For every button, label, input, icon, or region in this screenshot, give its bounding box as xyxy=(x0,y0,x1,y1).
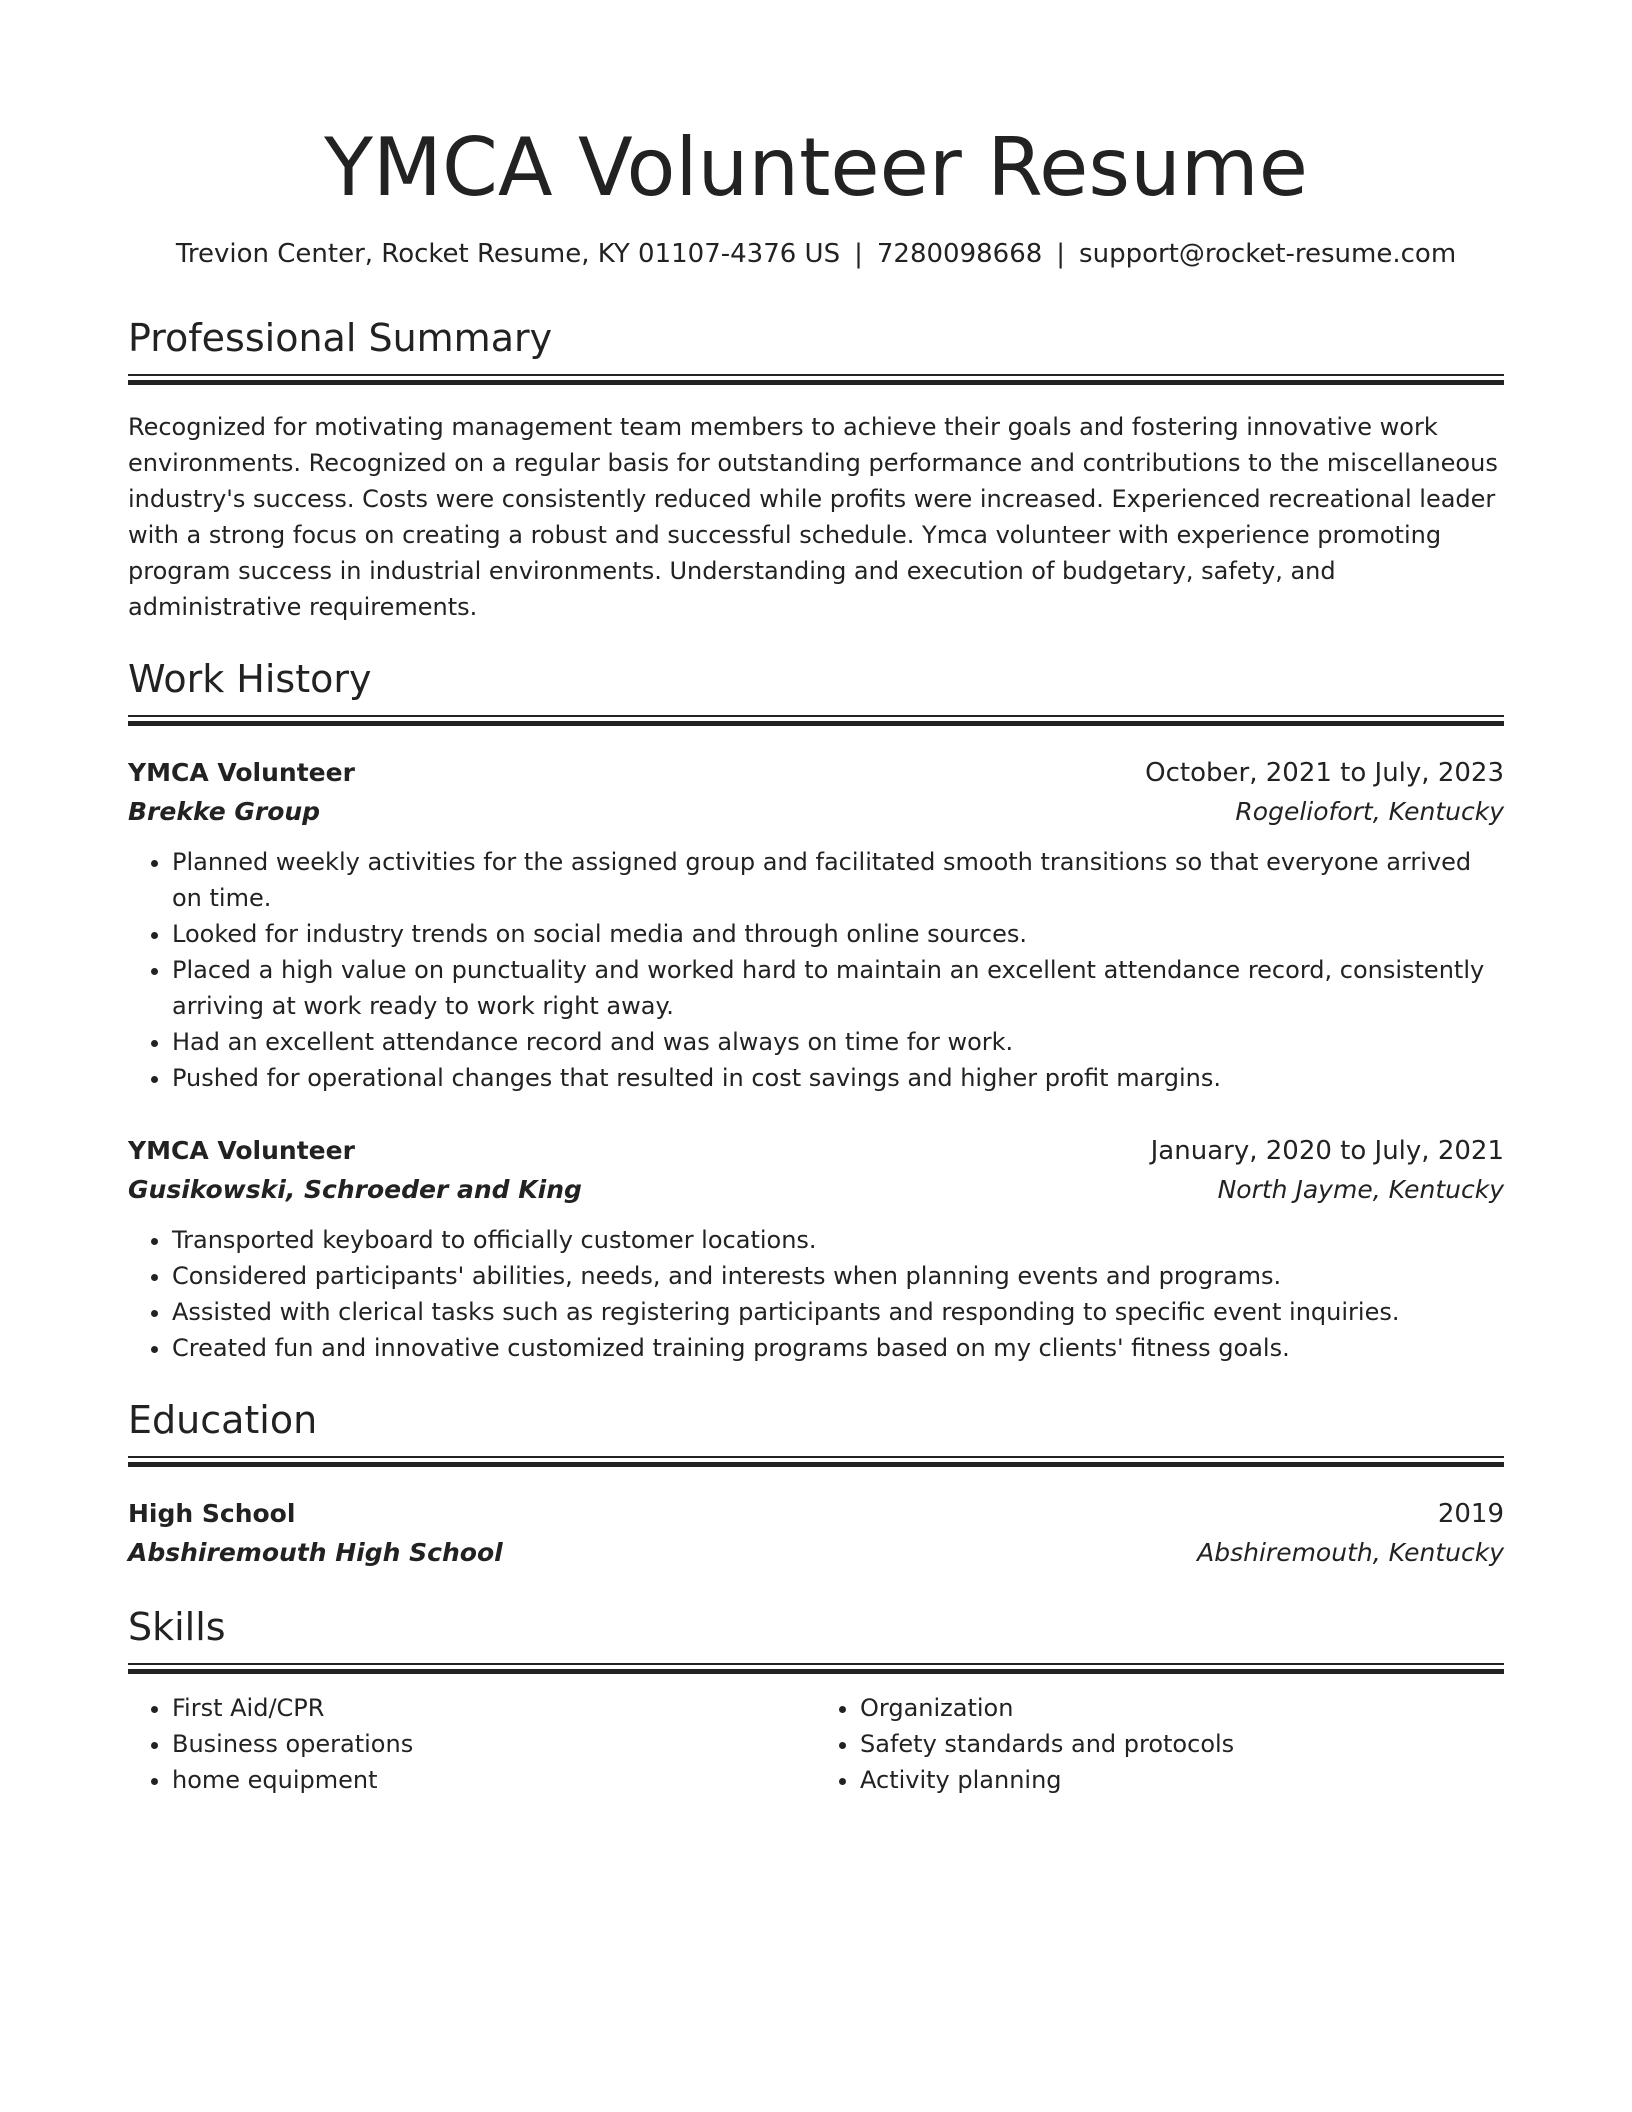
section-divider xyxy=(128,1663,1504,1682)
education-year: 2019 xyxy=(1437,1499,1504,1529)
skill-item: • First Aid/CPR xyxy=(172,1690,816,1726)
job-company: Brekke Group xyxy=(128,797,321,826)
skills-heading: Skills xyxy=(128,1605,226,1649)
job-bullet: • Planned weekly activities for the assigned group and facilitated smooth transitions so that everyone arrived on time. xyxy=(172,844,1504,916)
skills-column-right xyxy=(816,1690,1504,1798)
job-dates: October, 2021 to July, 2023 xyxy=(1145,758,1504,788)
job-title: YMCA Volunteer xyxy=(128,758,355,787)
contact-phone: 7280098668 xyxy=(876,239,1043,269)
skills-list xyxy=(128,1690,1504,1798)
education-location: Abshiremouth, Kentucky xyxy=(1197,1538,1504,1567)
job-company: Gusikowski, Schroeder and King xyxy=(128,1175,582,1204)
skill-item: • Activity planning xyxy=(860,1762,1504,1798)
education-section xyxy=(128,1396,1504,1573)
education-degree: High School xyxy=(128,1499,296,1528)
job-entry xyxy=(128,1132,1504,1366)
section-divider xyxy=(128,1456,1504,1475)
job-location: Rogeliofort, Kentucky xyxy=(1235,797,1504,826)
education-school: Abshiremouth High School xyxy=(128,1538,503,1567)
skill-item: • Business operations xyxy=(172,1726,816,1762)
contact-line xyxy=(128,236,1504,272)
summary-heading: Professional Summary xyxy=(128,316,553,360)
job-bullets xyxy=(128,1222,1504,1366)
summary-text: Recognized for motivating management team members to achieve their goals and fostering innovative work environments. Recognized on a regular basis for outstanding performance and contributions to the miscellaneous industry's success. Costs were consistently reduced while profits were increased. Experienced recreational leader with a strong focus on creating a robust and successful schedule. Ymca volunteer with experience promoting program success in industrial environments. Understanding and execution of budgetary, safety, and administrative requirements. xyxy=(128,413,1498,621)
contact-separator: | xyxy=(854,239,863,269)
job-location: North Jayme, Kentucky xyxy=(1217,1175,1504,1204)
contact-separator: | xyxy=(1056,239,1066,269)
job-bullet: • Created fun and innovative customized training programs based on my clients' fitness goals. xyxy=(172,1330,1504,1366)
job-dates: January, 2020 to July, 2021 xyxy=(1150,1136,1504,1166)
job-entry xyxy=(128,754,1504,1096)
work-history-section xyxy=(128,655,1504,1366)
job-bullet: • Pushed for operational changes that resulted in cost savings and higher profit margins. xyxy=(172,1060,1504,1096)
job-bullet: • Placed a high value on punctuality and worked hard to maintain an excellent attendance record, consistently arriving at work ready to work right away. xyxy=(172,952,1504,1024)
resume-title: YMCA Volunteer Resume xyxy=(324,121,1308,214)
education-heading: Education xyxy=(128,1398,318,1442)
contact-address: Trevion Center, Rocket Resume, KY 01107-4376 US xyxy=(175,239,841,269)
job-title: YMCA Volunteer xyxy=(128,1136,355,1165)
summary-section xyxy=(128,314,1504,625)
contact-email: support@rocket-resume.com xyxy=(1079,239,1457,269)
job-bullet: • Transported keyboard to officially customer locations. xyxy=(172,1222,1504,1258)
section-divider xyxy=(128,374,1504,393)
skill-item: • Safety standards and protocols xyxy=(860,1726,1504,1762)
job-bullet: • Looked for industry trends on social media and through online sources. xyxy=(172,916,1504,952)
section-divider xyxy=(128,715,1504,734)
skill-item: • home equipment xyxy=(172,1762,816,1798)
job-bullet: • Considered participants' abilities, needs, and interests when planning events and programs. xyxy=(172,1258,1504,1294)
education-entry xyxy=(128,1495,1504,1573)
skills-column-left xyxy=(128,1690,816,1798)
skill-item: • Organization xyxy=(860,1690,1504,1726)
skills-section xyxy=(128,1603,1504,1798)
job-bullet: • Had an excellent attendance record and was always on time for work. xyxy=(172,1024,1504,1060)
work-history-heading: Work History xyxy=(128,657,372,701)
job-bullets xyxy=(128,844,1504,1096)
job-bullet: • Assisted with clerical tasks such as registering participants and responding to specific event inquiries. xyxy=(172,1294,1504,1330)
